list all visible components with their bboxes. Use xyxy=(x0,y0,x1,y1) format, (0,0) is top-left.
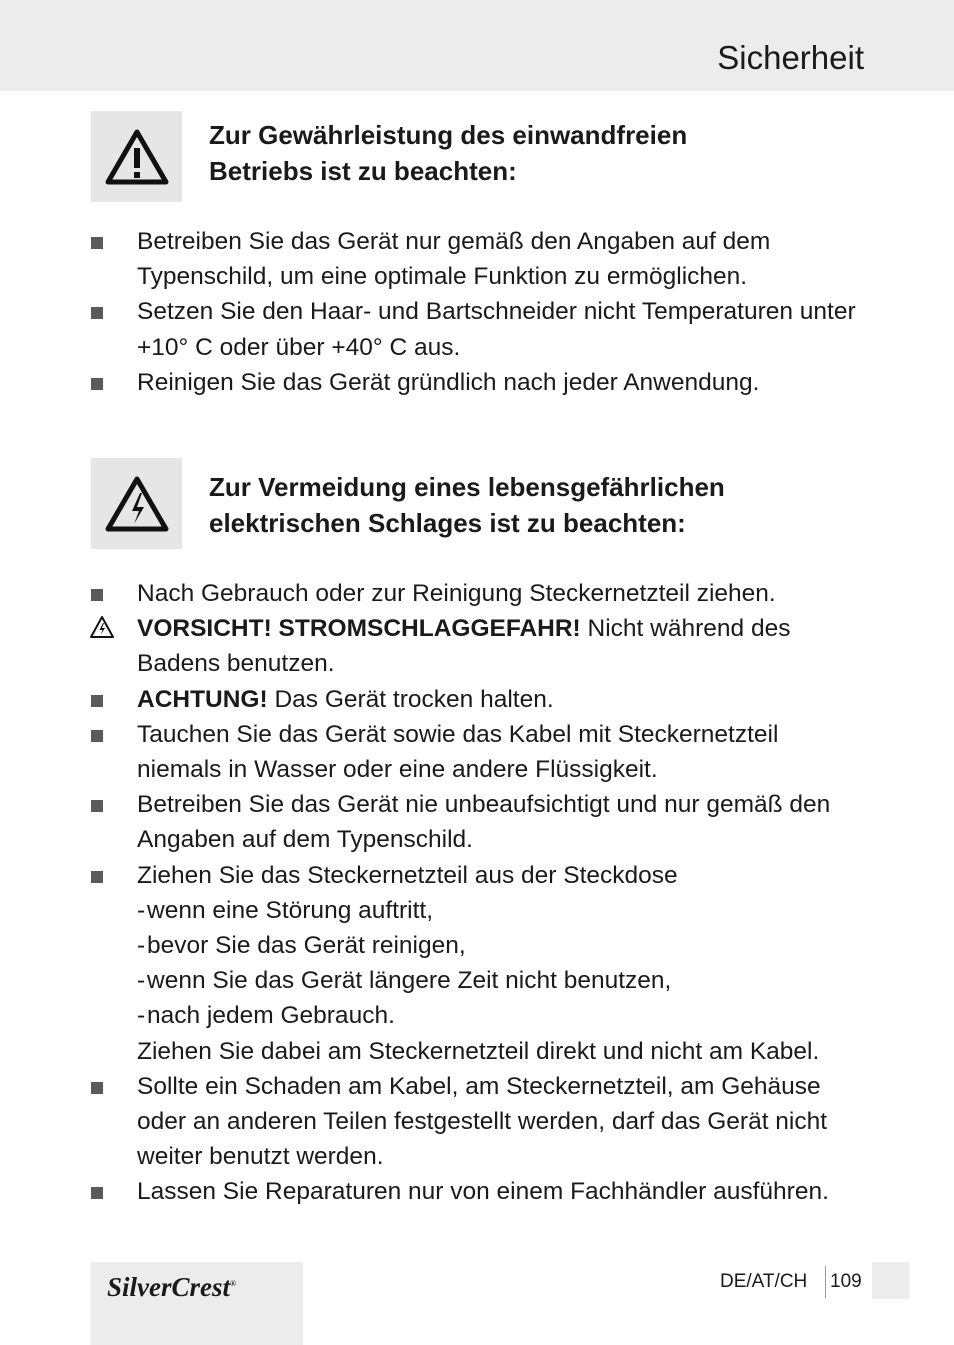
square-bullet-icon xyxy=(91,695,103,707)
operation-list xyxy=(137,224,857,400)
page-title: Sicherheit xyxy=(717,39,864,76)
square-bullet-icon xyxy=(91,800,103,812)
attention-label: ACHTUNG! xyxy=(137,685,268,713)
list-item: Setzen Sie den Haar- und Bartschneider nicht Temperaturen unter +10° C oder über +40° C aus. xyxy=(137,294,857,364)
electric-warning-icon-box xyxy=(91,458,182,549)
square-bullet-icon xyxy=(91,307,103,319)
list-item: Betreiben Sie das Gerät nur gemäß den Angaben auf dem Typenschild, um eine optimale Funktion zu ermöglichen. xyxy=(137,224,857,294)
square-bullet-icon xyxy=(91,871,103,883)
list-item: ACHTUNG! Das Gerät trocken halten. xyxy=(137,682,857,717)
locale-label: DE/AT/CH xyxy=(720,1271,808,1292)
square-bullet-icon xyxy=(91,237,103,249)
electric-list xyxy=(137,576,857,1210)
heading-line: Betriebs ist zu beachten: xyxy=(209,156,517,186)
warning-exclamation-icon xyxy=(104,128,170,186)
list-item: VORSICHT! STROMSCHLAGGEFAHR! Nicht während des Badens benutzen. xyxy=(137,611,857,681)
heading-line: Zur Gewährleistung des einwandfreien xyxy=(209,120,688,150)
brand-logo-box xyxy=(91,1262,303,1345)
list-item: Tauchen Sie das Gerät sowie das Kabel mit Steckernetzteil niemals in Wasser oder eine andere Flüssigkeit. xyxy=(137,717,857,787)
square-bullet-icon xyxy=(91,730,103,742)
list-item: Ziehen Sie das Steckernetzteil aus der Steckdose -wenn eine Störung auftritt, -bevor Sie das Gerät reinigen, -wenn Sie das Gerät längere Zeit nicht benutzen, -nach jedem Gebrauch. Ziehen Sie dabei am Steckernetzteil direkt und nicht am Kabel. xyxy=(137,858,857,1069)
sub-item: -wenn eine Störung auftritt, xyxy=(137,896,434,924)
warning-icon-box xyxy=(91,111,182,202)
list-item: Reinigen Sie das Gerät gründlich nach jeder Anwendung. xyxy=(137,365,857,400)
footer-divider xyxy=(825,1266,826,1298)
square-bullet-icon xyxy=(91,1082,103,1094)
section-heading-electric xyxy=(209,469,829,541)
list-item: Nach Gebrauch oder zur Reinigung Steckernetzteil ziehen. xyxy=(137,576,857,611)
caution-label: VORSICHT! STROMSCHLAGGEFAHR! xyxy=(137,615,581,643)
electric-shock-warning-icon xyxy=(104,475,170,533)
square-bullet-icon xyxy=(91,589,103,601)
list-item: Lassen Sie Reparaturen nur von einem Fachhändler ausführen. xyxy=(137,1174,857,1209)
list-item: Betreiben Sie das Gerät nie unbeaufsichtigt und nur gemäß den Angaben auf dem Typenschild. xyxy=(137,787,857,857)
heading-line: elektrischen Schlages ist zu beachten: xyxy=(209,508,686,538)
brand-logo: SilverCrest® xyxy=(107,1272,236,1302)
heading-line: Zur Vermeidung eines lebensgefährlichen xyxy=(209,472,725,502)
sub-item: -nach jedem Gebrauch. xyxy=(137,1002,395,1030)
section-heading-operation xyxy=(209,117,829,189)
sub-item: -wenn Sie das Gerät längere Zeit nicht benutzen, xyxy=(137,967,672,995)
square-bullet-icon xyxy=(91,1187,103,1199)
page-number: 109 xyxy=(830,1271,862,1292)
page-tab-marker xyxy=(872,1262,909,1299)
list-item: Sollte ein Schaden am Kabel, am Steckernetzteil, am Gehäuse oder an anderen Teilen festgestellt werden, darf das Gerät nicht weiter benutzt werden. xyxy=(137,1069,857,1175)
sub-item: -bevor Sie das Gerät reinigen, xyxy=(137,932,466,960)
square-bullet-icon xyxy=(91,378,103,390)
electric-shock-warning-icon xyxy=(89,615,115,639)
